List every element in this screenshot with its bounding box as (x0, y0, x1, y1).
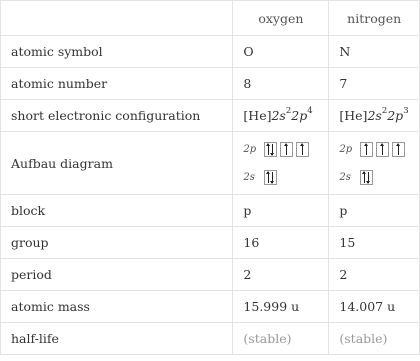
cell-nitrogen: N (329, 36, 420, 68)
spin-up-arrow-icon (268, 144, 269, 155)
row-label: half-life (1, 323, 233, 355)
cell-oxygen: 8 (233, 68, 329, 100)
cell-oxygen: (stable) (233, 323, 329, 355)
spin-up-arrow-icon (364, 172, 365, 183)
cell-oxygen: 16 (233, 227, 329, 259)
orbital-box-single (376, 142, 389, 157)
orbital-label: 2s (243, 171, 255, 183)
config-s: 2s (367, 108, 382, 123)
spin-down-arrow-icon (368, 172, 369, 183)
orbital-label: 2p (339, 143, 353, 155)
spin-up-arrow-icon (302, 144, 303, 155)
column-header-nitrogen: nitrogen (329, 1, 420, 36)
table-row (1, 36, 420, 68)
cell-nitrogen: 7 (329, 68, 420, 100)
spin-down-arrow-icon (272, 172, 273, 183)
orbital-box-paired (264, 170, 277, 185)
config-p: 2p (387, 108, 404, 123)
orbital-boxes (261, 170, 277, 185)
orbital-box-single (280, 142, 293, 157)
orbital-2s (243, 166, 328, 188)
spin-up-arrow-icon (366, 144, 367, 155)
orbital-box-single (392, 142, 405, 157)
orbital-boxes (357, 142, 405, 157)
spin-down-arrow-icon (272, 144, 273, 155)
config-p-exp: 4 (307, 106, 313, 116)
row-label: atomic number (1, 68, 233, 100)
row-label: group (1, 227, 233, 259)
table-row (1, 132, 420, 195)
row-label: block (1, 195, 233, 227)
spin-up-arrow-icon (398, 144, 399, 155)
table-row (1, 227, 420, 259)
cell-nitrogen-aufbau (329, 132, 420, 195)
orbital-boxes (261, 142, 309, 157)
table-row (1, 291, 420, 323)
row-label: short electronic configuration (1, 100, 233, 132)
config-s-exp: 2 (285, 106, 292, 116)
orbital-box-paired (360, 170, 373, 185)
config-core: [He] (243, 108, 272, 123)
cell-nitrogen: p (329, 195, 420, 227)
orbital-boxes (357, 170, 373, 185)
row-label: Aufbau diagram (1, 132, 233, 195)
header-empty-cell (1, 1, 233, 36)
cell-oxygen: p (233, 195, 329, 227)
orbital-box-single (296, 142, 309, 157)
row-label: atomic mass (1, 291, 233, 323)
orbital-box-single (360, 142, 373, 157)
cell-oxygen-aufbau (233, 132, 329, 195)
header-row (1, 1, 420, 36)
orbital-box-paired (264, 142, 277, 157)
table-row (1, 100, 420, 132)
table-row (1, 259, 420, 291)
config-p: 2p (291, 108, 308, 123)
row-label: period (1, 259, 233, 291)
cell-nitrogen: 15 (329, 227, 420, 259)
spin-up-arrow-icon (268, 172, 269, 183)
cell-oxygen: 15.999 u (233, 291, 329, 323)
spin-up-arrow-icon (286, 144, 287, 155)
table-row (1, 68, 420, 100)
orbital-2s (339, 166, 419, 188)
column-header-oxygen: oxygen (233, 1, 329, 36)
cell-nitrogen: 14.007 u (329, 291, 420, 323)
cell-oxygen-config (233, 100, 329, 132)
cell-oxygen: 2 (233, 259, 329, 291)
orbital-2p (339, 138, 419, 160)
config-s: 2s (271, 108, 286, 123)
cell-nitrogen: (stable) (329, 323, 420, 355)
orbital-2p (243, 138, 328, 160)
table-row (1, 323, 420, 355)
config-core: [He] (339, 108, 368, 123)
cell-nitrogen: 2 (329, 259, 420, 291)
table-row (1, 195, 420, 227)
orbital-label: 2p (243, 143, 257, 155)
cell-nitrogen-config (329, 100, 420, 132)
config-s-exp: 2 (381, 106, 388, 116)
config-p-exp: 3 (403, 106, 409, 116)
cell-oxygen: O (233, 36, 329, 68)
spin-up-arrow-icon (382, 144, 383, 155)
orbital-label: 2s (339, 171, 351, 183)
row-label: atomic symbol (1, 36, 233, 68)
